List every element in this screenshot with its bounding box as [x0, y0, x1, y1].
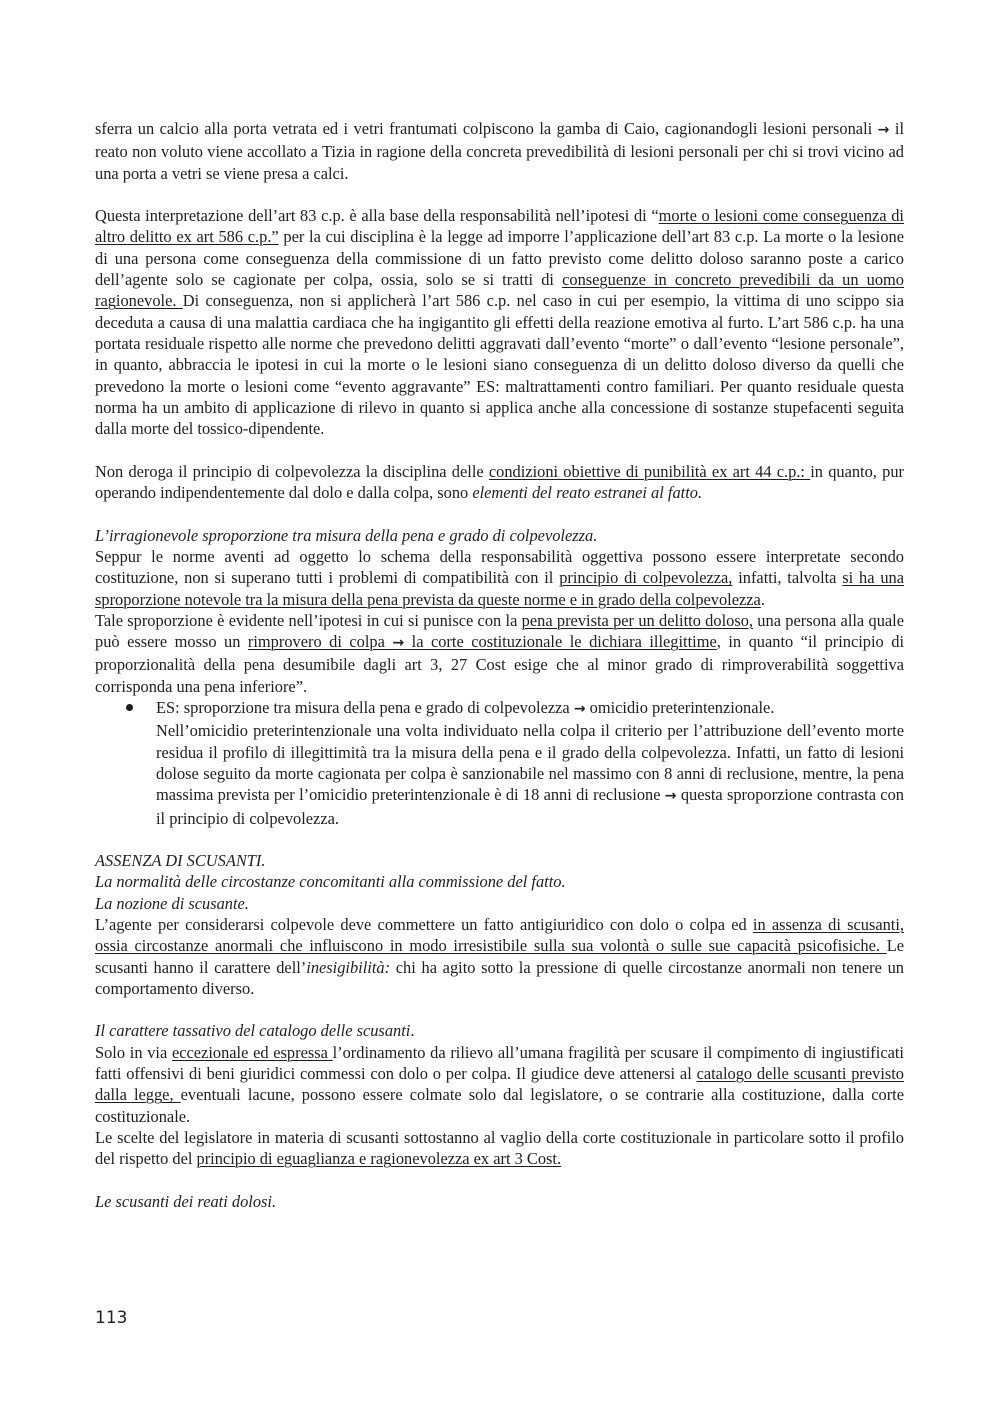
underlined-text: pena prevista per un delitto doloso, [521, 610, 753, 630]
arrow-right-icon: → [392, 635, 405, 652]
page-number: 113 [95, 1308, 128, 1328]
text: eventuali lacune, possono essere colmate solo dal legislatore, o se contrarie alla costituzione, dalla corte costituzionale. [95, 1085, 905, 1126]
text: rimprovero di colpa [247, 632, 393, 652]
spacer [95, 999, 904, 1020]
paragraph-6 [95, 914, 904, 999]
bullet-list-item [95, 697, 904, 829]
spacer [95, 1170, 904, 1191]
text: l’ordinamento da rilievo all’umana fragilità per scusare il compimento di ingiustificati fatti offensivi di beni giuridici commessi con dolo o per colpa. Il giudice deve attenersi al [95, 1042, 904, 1084]
arrow-right-icon: → [573, 701, 586, 718]
paragraph-1 [95, 118, 904, 184]
paragraph-8 [95, 1127, 904, 1170]
bullet-icon [126, 704, 133, 711]
underlined-text: principio di eguaglianza e ragionevolezza ex art 3 Cost. [196, 1149, 562, 1169]
underlined-text [248, 632, 717, 651]
bullet-body [156, 720, 904, 828]
italic-text: elementi del reato estranei al fatto. [472, 483, 703, 503]
arrow-right-icon: → [664, 788, 677, 805]
document-page [95, 118, 904, 1212]
text: una persona alla quale può essere mosso un [95, 610, 904, 652]
text: L’agente per considerarsi colpevole deve commettere un fatto antigiuridico con dolo o colpa ed [95, 914, 753, 934]
bullet-first-line [156, 697, 904, 720]
underlined-text: catalogo delle scusanti previsto dalla legge, [95, 1064, 904, 1105]
text: la corte costituzionale le dichiara illegittime [404, 632, 717, 652]
spacer [95, 439, 904, 460]
text: , in quanto “il principio di proporzionalità della pena desumibile dagli art 3, 27 Cost esige che al minor grado di rimproverabilità soggettiva corrisponda una pena inferiore”. [95, 632, 904, 696]
italic-text: Il carattere tassativo del catalogo delle scusanti [95, 1021, 411, 1041]
text: . [760, 589, 765, 609]
text: per la cui disciplina è la legge ad imporre l’applicazione dell’art 83 c.p. La morte o la lesione di una persona come conseguenza della commissione di un fatto previsto come delitto doloso saranno poste a carico dell’agente solo se cagionate per colpa, ossia, solo se si tratti di [95, 227, 904, 290]
text: chi ha agito sotto la pressione di quelle circostanze anormali non tenere un comportamento diverso. [95, 957, 904, 998]
paragraph-5 [95, 610, 904, 697]
text: Le scelte del legislatore in materia di scusanti sottostanno al vaglio della corte costituzionale in particolare sotto il profilo del rispetto del [95, 1127, 904, 1169]
underlined-text: eccezionale ed espressa [171, 1042, 333, 1062]
text: Tale sproporzione è evidente nell’ipotesi in cui si punisce con la [95, 610, 522, 630]
section-heading-sproporzione: L’irragionevole sproporzione tra misura della pena e grado di colpevolezza. [95, 525, 598, 545]
paragraph-4 [95, 546, 904, 610]
section-heading-assenza-scusanti: ASSENZA DI SCUSANTI. [95, 851, 266, 871]
subheading-normalita: La normalità delle circostanze concomitanti alla commissione del fatto. [95, 872, 566, 892]
spacer [95, 184, 904, 205]
paragraph-2 [95, 205, 904, 439]
subheading-scusanti-dolosi: Le scusanti dei reati dolosi. [95, 1191, 277, 1211]
underlined-text: in assenza di scusanti, ossia circostanze anormali che influiscono in modo irresistibile sulla sua volontà o sulle sue capacità psicofisiche. [95, 914, 904, 956]
underlined-text: conseguenze in concreto prevedibili da un uomo ragionevole. [95, 270, 904, 311]
subheading-nozione: La nozione di scusante. [95, 893, 249, 913]
italic-text: inesigibilità: [306, 957, 391, 977]
subheading-catalogo [95, 1020, 904, 1041]
text: Solo in via [95, 1042, 172, 1062]
spacer [95, 503, 904, 524]
text: infatti, talvolta [732, 568, 843, 588]
spacer [95, 829, 904, 850]
text: sferra un calcio alla porta vetrata ed i vetri frantumati colpiscono la gamba di Caio, cagionandogli lesioni personali [95, 119, 878, 138]
text: in quanto, pur operando indipendentemente dal dolo e dalla colpa, sono [95, 461, 904, 503]
text: Questa interpretazione dell’art 83 c.p. è alla base della responsabilità nell’ipotesi di “ [95, 206, 659, 226]
text: il reato non voluto viene accollato a Tizia in ragione della concreta prevedibilità di lesioni personali per chi si trovi vicino ad una porta a vetri se viene presa a calci. [95, 119, 904, 183]
underlined-text: condizioni obiettive di punibilità ex art 44 c.p.: [488, 461, 811, 481]
text: Di conseguenza, non si applicherà l’art 586 c.p. nel caso in cui per esempio, la vittima di uno scippo sia deceduta a causa di una malattia cardiaca che ha ingigantito gli effetti della reazione emotiva al furto. L’art 586 c.p. ha una portata residuale rispetto alle norme che prevedono delitti aggravati dall’evento “morte” o dall’evento “lesione personale”, in quanto, abbraccia le ipotesi in cui la morte o le lesioni siano conseguenza di un delitto doloso diverso da quelli che prevedono la morte o lesioni come “evento aggravante” ES: maltrattamenti contro familiari. Per quanto residuale questa norma ha un ambito di applicazione di rilevo in quanto si applica anche alla concessione di sostanze stupefacenti seguita dalla morte del tossico-dipendente. [95, 291, 904, 439]
text: Non deroga il principio di colpevolezza la disciplina delle [95, 461, 489, 481]
text: Nell’omicidio preterintenzionale una volta individuato nella colpa il criterio per l’attribuzione dell’evento morte residua il profilo di illegittimità tra la misura della pena e il grado della colpevolezza. Infatti, un fatto di lesioni dolose seguito da morte cagionata per colpa è sanzionabile nel massimo con 8 anni di reclusione, mentre, la pena massima prevista per l’omicidio preterintenzionale è di 18 anni di reclusione [156, 721, 904, 805]
paragraph-7 [95, 1042, 904, 1127]
underlined-text: morte o lesioni come conseguenza di altro delitto ex art 586 c.p.” [95, 206, 904, 247]
paragraph-3 [95, 461, 904, 504]
text: Le scusanti hanno il carattere dell’ [95, 936, 904, 977]
text: omicidio preterintenzionale. [585, 698, 775, 718]
arrow-right-icon: → [877, 122, 890, 138]
text: Seppur le norme aventi ad oggetto lo schema della responsabilità oggettiva possono essere interpretate secondo costituzione, non si superano tutti i problemi di compatibilità con il [95, 546, 904, 588]
text: questa sproporzione contrasta con il principio di colpevolezza. [156, 785, 904, 828]
underlined-text: si ha una sproporzione notevole tra la misura della pena prevista da queste norme e in grado della colpevolezza [95, 568, 904, 609]
underlined-text: principio di colpevolezza, [559, 568, 733, 588]
text: ES: sproporzione tra misura della pena e grado di colpevolezza [156, 698, 574, 718]
text: . [410, 1021, 415, 1041]
